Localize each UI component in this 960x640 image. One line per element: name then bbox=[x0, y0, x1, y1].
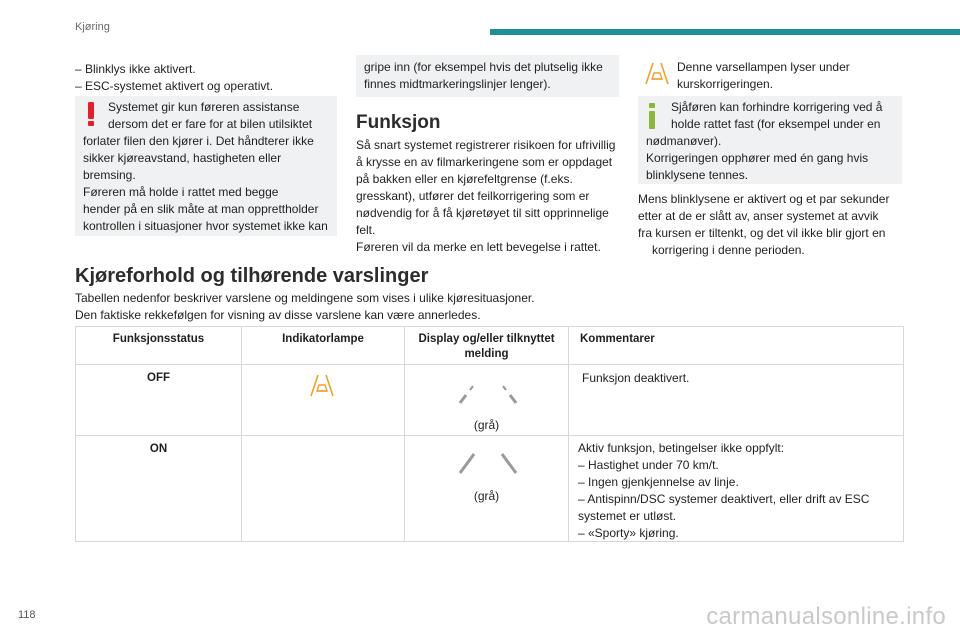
para-line: Så snart systemet registrerer risikoen for ufrivillig bbox=[356, 138, 616, 152]
info-line: Sjåføren kan forhindre korrigering ved å bbox=[671, 100, 883, 114]
warning-line: forlater filen den kjører i. Det håndterer ikke bbox=[83, 134, 314, 148]
row-comment: Funksjon deaktivert. bbox=[582, 371, 690, 385]
para-line: etter at de er slått av, anser systemet at avvik bbox=[638, 209, 879, 223]
table-divider bbox=[568, 327, 569, 541]
header-display-line: melding bbox=[464, 348, 509, 360]
display-caption: (grå) bbox=[473, 489, 500, 503]
para-line: felt. bbox=[356, 223, 376, 237]
para-line: på bakken eller en kjørefeltgrense (f.eks. bbox=[356, 172, 573, 186]
blinker-paragraph bbox=[638, 191, 889, 259]
lamp-note-line: kurskorrigeringen. bbox=[677, 77, 774, 91]
list-item: – Blinklys ikke aktivert. bbox=[75, 62, 196, 76]
lane-lines-dashed-icon bbox=[457, 381, 519, 405]
warning-line: hender på en slik måte at man opprettholder bbox=[83, 202, 319, 216]
lane-keep-warning-icon bbox=[307, 371, 337, 399]
lamp-note-line: Denne varsellampen lyser under bbox=[677, 60, 850, 74]
intro-line: Den faktiske rekkefølgen for visning av disse varslene kan være annerledes. bbox=[75, 308, 481, 322]
running-header: Kjøring bbox=[75, 21, 110, 33]
table-divider bbox=[76, 435, 903, 436]
intro-line: Tabellen nedenfor beskriver varslene og meldingene som vises i ulike kjøresituasjoner. bbox=[75, 291, 535, 305]
lane-lines-solid-icon bbox=[457, 451, 519, 475]
condition-list bbox=[75, 61, 273, 95]
comment-line: Aktiv funksjon, betingelser ikke oppfylt: bbox=[578, 441, 785, 455]
header-status: Funksjonsstatus bbox=[112, 333, 205, 345]
header-comments: Kommentarer bbox=[580, 333, 655, 345]
box-line: gripe inn (for eksempel hvis det plutselig ikke bbox=[364, 60, 603, 74]
section-heading-funksjon: Funksjon bbox=[356, 112, 441, 133]
para-line: Føreren vil da merke en lett bevegelse i rattet. bbox=[356, 240, 601, 254]
para-line: Mens blinklysene er aktivert og et par sekunder bbox=[638, 192, 890, 206]
section-intro bbox=[75, 290, 535, 324]
watermark: carmanualsonline.info bbox=[706, 603, 946, 630]
warning-line: sikker kjøreavstand, hastigheten eller bbox=[83, 151, 282, 165]
section-heading-conditions: Kjøreforhold og tilhørende varslinger bbox=[75, 265, 429, 287]
para-line: nødvendig for å få kjøretøyet til sitt opprinnelige bbox=[356, 206, 609, 220]
lane-keep-warning-icon bbox=[642, 59, 672, 87]
header-accent-bar bbox=[490, 29, 960, 35]
comment-line: – Hastighet under 70 km/t. bbox=[578, 458, 719, 472]
para-line: korrigering i denne perioden. bbox=[652, 243, 805, 257]
warning-line: Føreren må holde i rattet med begge bbox=[83, 185, 279, 199]
row-comment bbox=[578, 440, 869, 542]
info-line: nødmanøver). bbox=[646, 134, 722, 148]
para-line: å krysse en av filmarkeringene som er oppdaget bbox=[356, 155, 613, 169]
table-divider bbox=[241, 327, 242, 541]
info-line: holde rattet fast (for eksempel under en bbox=[671, 117, 881, 131]
info-box bbox=[638, 96, 902, 184]
info-icon bbox=[646, 102, 658, 130]
table-divider bbox=[76, 364, 903, 365]
para-line: gresskant), utfører det feilkorrigering som er bbox=[356, 189, 590, 203]
comment-line: – Antispinn/DSC systemer deaktivert, eller drift av ESC bbox=[578, 492, 870, 506]
warning-box bbox=[75, 96, 337, 236]
header-display-line: Display og/eller tilknyttet bbox=[418, 333, 555, 345]
list-item: – ESC-systemet aktivert og operativt. bbox=[75, 79, 274, 93]
page-number: 118 bbox=[18, 609, 36, 621]
warnings-table bbox=[75, 326, 904, 542]
lamp-note bbox=[638, 55, 902, 97]
box-line: finnes midtmarkeringslinjer lenger). bbox=[364, 77, 551, 91]
warning-line: bremsing. bbox=[83, 168, 136, 182]
exclamation-icon bbox=[84, 101, 98, 127]
warning-line: Systemet gir kun føreren assistanse bbox=[108, 100, 300, 114]
warning-line: kontrollen i situasjoner hvor systemet ikke kan bbox=[83, 219, 328, 233]
function-paragraph bbox=[356, 137, 615, 256]
row-status: ON bbox=[149, 443, 168, 455]
warning-line: dersom det er fare for at bilen utilsiktet bbox=[108, 117, 313, 131]
comment-line: – «Sporty» kjøring. bbox=[578, 526, 679, 540]
header-lamp: Indikatorlampe bbox=[282, 333, 364, 345]
comment-line: systemet er utløst. bbox=[578, 509, 677, 523]
info-line: blinklysene tennes. bbox=[646, 168, 749, 182]
comment-line: – Ingen gjenkjennelse av linje. bbox=[578, 475, 739, 489]
info-line: Korrigeringen opphører med én gang hvis bbox=[646, 151, 869, 165]
display-caption: (grå) bbox=[473, 418, 500, 432]
header-display bbox=[405, 332, 568, 362]
row-status: OFF bbox=[147, 372, 170, 384]
para-line: fra kursen er tiltenkt, og det vil ikke blir gjort en bbox=[638, 226, 886, 240]
continued-warning-box bbox=[356, 55, 619, 97]
